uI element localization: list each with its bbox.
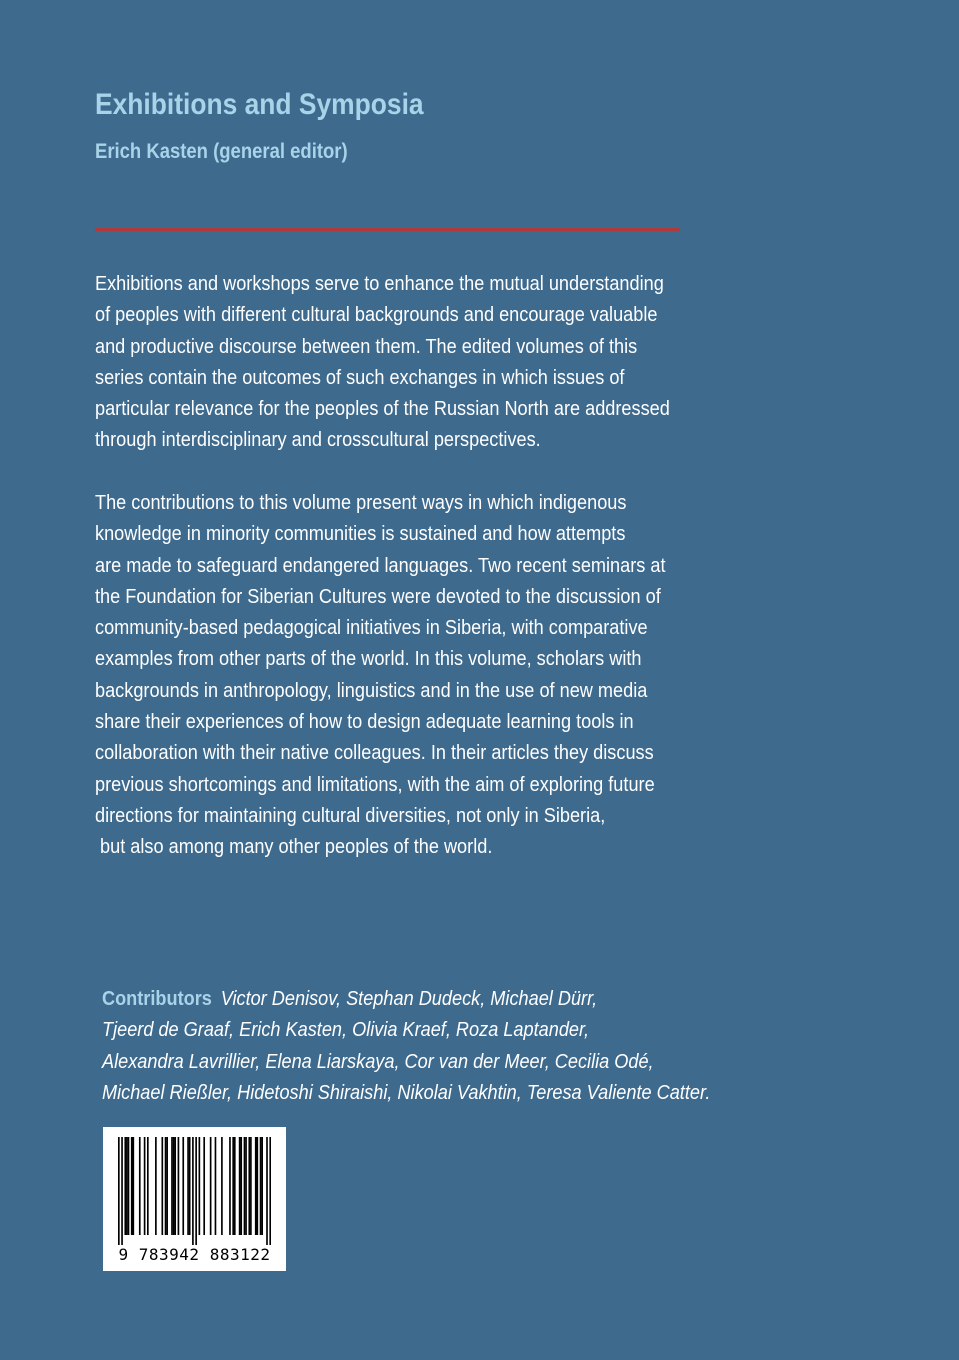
text-line: series contain the outcomes of such exchanges in which issues of <box>95 365 625 389</box>
series-editor: Erich Kasten (general editor) <box>95 140 348 163</box>
barcode-guard-bar <box>192 1137 194 1245</box>
barcode-guard-bar <box>266 1137 268 1245</box>
barcode-bar <box>187 1137 189 1235</box>
barcode-bar <box>240 1137 242 1235</box>
barcode-bar <box>244 1137 246 1235</box>
barcode-guard-bar <box>121 1137 123 1245</box>
text-line: share their experiences of how to design adequate learning tools in <box>95 710 634 734</box>
text-line: collaboration with their native colleagues. In their articles they discuss <box>95 741 654 765</box>
barcode-bar <box>126 1137 128 1235</box>
barcode-bar <box>245 1137 247 1235</box>
barcode-bar <box>166 1137 168 1235</box>
text-line: examples from other parts of the world. In this volume, scholars with <box>95 647 642 671</box>
contributors-line <box>102 983 710 1014</box>
contributor-names: Victor Denisov, Stephan Dudeck, Michael Dürr, <box>220 987 598 1010</box>
barcode-bar <box>144 1137 146 1235</box>
description-paragraph-1 <box>95 268 670 456</box>
barcode-bar <box>215 1137 217 1235</box>
barcode-guard-bar <box>269 1137 271 1245</box>
barcode-bar <box>174 1137 176 1235</box>
divider-line <box>95 228 680 231</box>
barcode-bar <box>255 1137 257 1235</box>
barcode-bar <box>139 1137 141 1235</box>
barcode-bar <box>210 1137 212 1235</box>
barcode-bar <box>248 1137 250 1235</box>
text-line: community-based pedagogical initiatives in Siberia, with comparative <box>95 616 648 640</box>
isbn-barcode <box>103 1127 286 1271</box>
text-line: are made to safeguard endangered languages. Two recent seminars at <box>95 553 666 577</box>
barcode-bar <box>261 1137 263 1235</box>
text-line: Exhibitions and workshops serve to enhance the mutual understanding <box>95 272 664 295</box>
barcode-bar <box>128 1137 130 1235</box>
barcode-bar <box>239 1137 241 1235</box>
barcode-bar <box>124 1137 126 1235</box>
barcode-bar <box>178 1137 180 1235</box>
barcode-guard-bar <box>118 1137 120 1245</box>
barcode-bar <box>171 1137 173 1235</box>
text-line: particular relevance for the peoples of the Russian North are addressed <box>95 397 670 421</box>
text-line: the Foundation for Siberian Cultures were devoted to the discussion of <box>95 584 661 608</box>
contributors-block <box>102 983 710 1108</box>
barcode-guard-bar <box>195 1137 197 1245</box>
contributors-line: Tjeerd de Graaf, Erich Kasten, Olivia Kraef, Roza Laptander, <box>102 1018 590 1042</box>
contributors-label: Contributors <box>102 987 212 1010</box>
text-line: and productive discourse between them. The edited volumes of this <box>95 334 638 358</box>
barcode-bar <box>229 1137 231 1235</box>
barcode-bar <box>182 1137 184 1235</box>
series-title: Exhibitions and Symposia <box>95 88 424 121</box>
barcode-bar <box>221 1137 223 1235</box>
text-line: The contributions to this volume present ways in which indigenous <box>95 491 627 514</box>
barcode-bar <box>189 1137 191 1235</box>
text-line: previous shortcomings and limitations, with the aim of exploring future <box>95 772 655 796</box>
barcode-bars <box>118 1137 271 1245</box>
barcode-bar <box>232 1137 234 1235</box>
barcode-bar <box>234 1137 236 1235</box>
barcode-bar <box>203 1137 205 1235</box>
text-line: through interdisciplinary and crosscultural perspectives. <box>95 428 541 452</box>
barcode-bar <box>131 1137 133 1235</box>
barcode-bar <box>173 1137 175 1235</box>
text-line: but also among many other peoples of the world. <box>95 835 493 859</box>
text-line: backgrounds in anthropology, linguistics and in the use of new media <box>95 678 648 702</box>
barcode-bar <box>260 1137 262 1235</box>
contributors-line: Michael Rießler, Hidetoshi Shiraishi, Nikolai Vakhtin, Teresa Valiente Catter. <box>102 1080 711 1104</box>
description-paragraph-2 <box>95 487 666 863</box>
text-line: directions for maintaining cultural diversities, not only in Siberia, <box>95 803 606 827</box>
barcode-bar <box>250 1137 252 1235</box>
barcode-bar <box>132 1137 134 1235</box>
barcode-bar <box>199 1137 201 1235</box>
barcode-bar <box>147 1137 149 1235</box>
barcode-bar <box>161 1137 163 1235</box>
isbn-digits: 9 783942 883122 <box>118 1245 271 1264</box>
barcode-bar <box>165 1137 167 1235</box>
barcode-bar <box>257 1137 259 1235</box>
barcode-bar <box>155 1137 157 1235</box>
text-line: of peoples with different cultural backgrounds and encourage valuable <box>95 303 658 327</box>
contributors-line: Alexandra Lavrillier, Elena Liarskaya, Cor van der Meer, Cecilia Odé, <box>102 1049 654 1073</box>
text-line: knowledge in minority communities is sustained and how attempts <box>95 522 626 546</box>
